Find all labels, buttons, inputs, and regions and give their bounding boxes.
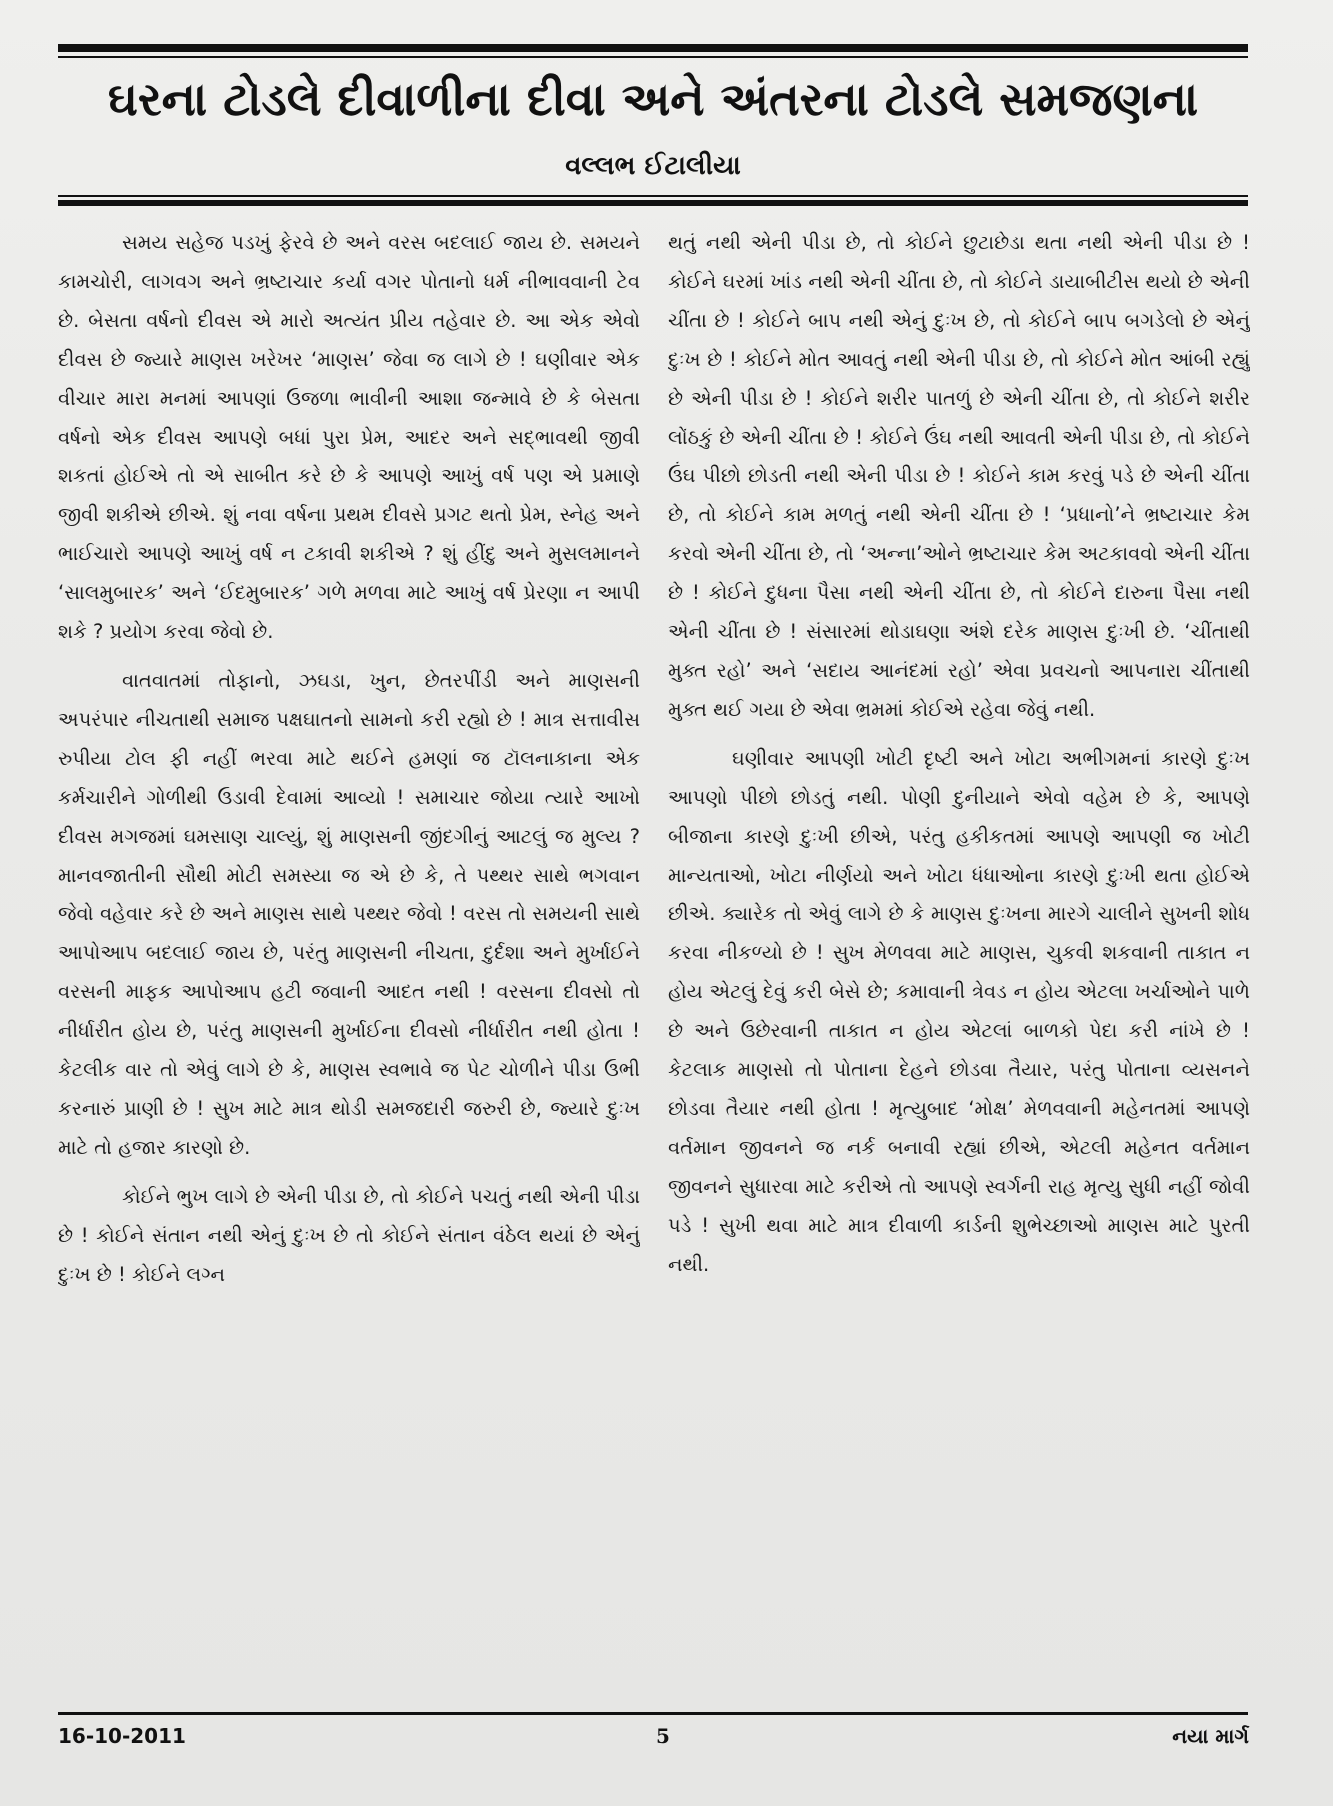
top-rule-thick [58,44,1248,52]
paragraph: સમય સહેજ પડખું ફેરવે છે અને વરસ બદલાઈ જાય છે. સમયને કામચોરી, લાગવગ અને ભ્રષ્ટાચાર કર્યા વગર પોતાનો ધર્મ નીભાવવાની ટેવ છે. બેસતા વર્ષનો દીવસ એ મારો અત્યંત પ્રીય તહેવાર છે. આ એક એવો દીવસ છે જ્યારે માણસ ખરેખર ‘માણસ’ જેવા જ લાગે છે ! ઘણીવાર એક વીચાર મારા મનમાં આપણાં ઉજળા ભાવીની આશા જન્માવે છે કે બેસતા વર્ષનો એક દીવસ આપણે બધાં પુરા પ્રેમ, આદર અને સદ્‌ભાવથી જીવી શકતાં હોઈએ તો એ સાબીત કરે છે કે આપણે આખું વર્ષ પણ એ પ્રમાણે જીવી શકીએ છીએ. શું નવા વર્ષના પ્રથમ દીવસે પ્રગટ થતો પ્રેમ, સ્નેહ અને ભાઈચારો આપણે આખું વર્ષ ન ટકાવી શકીએ ? શું હીંદુ અને મુસલમાનને ‘સાલમુબારક’ અને ‘ઈદમુબારક’ ગળે મળવા માટે આખું વર્ષ પ્રેરણા ન આપી શકે ? પ્રયોગ કરવા જેવો છે. [58,231,640,644]
paragraph: ઘણીવાર આપણી ખોટી દૃષ્ટી અને ખોટા અભીગમનાં કારણે દુઃખ આપણો પીછો છોડતું નથી. પોણી દુનીયાને એવો વહેમ છે કે, આપણે બીજાના કારણે દુઃખી છીએ, પરંતુ હકીકતમાં આપણે આપણી જ ખોટી માન્યતાઓ, ખોટા નીર્ણયો અને ખોટા ધંધાઓના કારણે દુઃખી થતા હોઈએ છીએ. ક્યારેક તો એવું લાગે છે કે માણસ દુઃખના મારગે ચાલીને સુખની શોધ કરવા નીકળ્યો છે ! સુખ મેળવવા માટે માણસ, ચુકવી શકવાની તાકાત ન હોય એટલું દેવું કરી બેસે છે; કમાવાની ત્રેવડ ન હોય એટલા ખર્ચાઓને પાળે છે અને ઉછેરવાની તાકાત ન હોય એટલાં બાળકો પેદા કરી નાંખે છે ! કેટલાક માણસો તો પોતાના દેહને છોડવા તૈયાર, પરંતુ પોતાના વ્યસનને છોડવા તૈયાર નથી હોતા ! મૃત્યુબાદ ‘મોક્ષ’ મેળવવાની મહેનતમાં આપણે વર્તમાન જીવનને જ નર્ક બનાવી રહ્યાં છીએ, એટલી મહેનત વર્તમાન જીવનને સુધારવા માટે કરીએ તો આપણે સ્વર્ગની રાહ મૃત્યુ સુધી નહીં જોવી પડે ! સુખી થવા માટે માત્ર દીવાળી કાર્ડની શુભેચ્છાઓ માણસ માટે પુરતી નથી. [668,746,1250,1276]
issue-date: 16-10-2011 [58,1724,186,1748]
top-rule-thin [58,56,1248,58]
paragraph: થતું નથી એની પીડા છે, તો કોઈને છુટાછેડા થતા નથી એની પીડા છે ! કોઈને ઘરમાં ખાંડ નથી એની ચીંતા છે, તો કોઈને ડાયાબીટીસ થયો છે એની ચીંતા છે ! કોઈને બાપ નથી એનું દુઃખ છે, તો કોઈને બાપ બગડેલો છે એનું દુઃખ છે ! કોઈને મોત આવતું નથી એની પીડા છે, તો કોઈને મોત આંબી રહ્યું છે એની પીડા છે ! કોઈને શરીર પાતળું છે એની ચીંતા છે, તો કોઈને શરીર લોંઠકું છે એની ચીંતા છે ! કોઈને ઉંઘ નથી આવતી એની પીડા છે, તો કોઈને ઉંઘ પીછો છોડતી નથી એની પીડા છે ! કોઈને કામ કરવું પડે છે એની ચીંતા છે, તો કોઈને કામ મળતું નથી એની ચીંતા છે ! ‘પ્રધાનો’ને ભ્રષ્ટાચાર કેમ કરવો એની ચીંતા છે, તો ‘અન્ના’ઓને ભ્રષ્ટાચાર કેમ અટકાવવો એની ચીંતા છે ! કોઈને દુધના પૈસા નથી એની ચીંતા છે, તો કોઈને દારુના પૈસા નથી એની ચીંતા છે ! સંસારમાં થોડાઘણા અંશે દરેક માણસ દુઃખી છે. ‘ચીંતાથી મુક્ત રહો’ અને ‘સદાય આનંદમાં રહો’ એવા પ્રવચનો આપનારા ચીંતાથી મુક્ત થઈ ગયા છે એવા ભ્રમમાં કોઈએ રહેવા જેવું નથી. [668,231,1250,721]
publication-name: નયા માર્ગ [1172,1724,1249,1748]
paragraph: વાતવાતમાં તોફાનો, ઝઘડા, ખુન, છેતરપીંડી અને માણસની અપરંપાર નીચતાથી સમાજ પક્ષઘાતનો સામનો કરી રહ્યો છે ! માત્ર સત્તાવીસ રુપીયા ટોલ ફી નહીં ભરવા માટે થઈને હમણાં જ ટૉલનાકાના એક કર્મચારીને ગોળીથી ઉડાવી દેવામાં આવ્યો ! સમાચાર જોયા ત્યારે આખો દીવસ મગજમાં ઘમસાણ ચાલ્યું, શું માણસની જીંદગીનું આટલું જ મુલ્ય ? માનવજાતીની સૌથી મોટી સમસ્યા જ એ છે કે, તે પથ્થર સાથે ભગવાન જેવો વહેવાર કરે છે અને માણસ સાથે પથ્થર જેવો ! વરસ તો સમયની સાથે આપોઆપ બદલાઈ જાય છે, પરંતુ માણસની નીચતા, દુર્દશા અને મુર્ખાઈને વરસની માફક આપોઆપ હટી જવાની આદત નથી ! વરસના દીવસો તો નીર્ધારીત હોય છે, પરંતુ માણસની મુર્ખાઈના દીવસો નીર્ધારીત નથી હોતા ! કેટલીક વાર તો એવું લાગે છે કે, માણસ સ્વભાવે જ પેટ ચોળીને પીડા ઉભી કરનારું પ્રાણી છે ! સુખ માટે માત્ર થોડી સમજદારી જરુરી છે, જ્યારે દુઃખ માટે તો હજાર કારણો છે. [58,668,640,1159]
article-title: ઘરના ટોડલે દીવાળીના દીવા અને અંતરના ટોડલે સમજણના [107,72,1199,126]
header-rule-thin [58,195,1248,197]
page-number: 5 [656,1724,670,1748]
right-column [668,224,1250,1704]
header-rule-thick [58,200,1248,206]
article-author: વલ્લભ ઈટાલીયા [565,151,741,181]
left-column [58,224,640,1704]
footer-rule [58,1712,1248,1715]
paragraph: કોઈને ભુખ લાગે છે એની પીડા છે, તો કોઈને પચતું નથી એની પીડા છે ! કોઈને સંતાન નથી એનું દુઃખ છે તો કોઈને સંતાન વંઠેલ થયાં છે એનું દુઃખ છે ! કોઈને લગ્ન [58,1184,640,1286]
